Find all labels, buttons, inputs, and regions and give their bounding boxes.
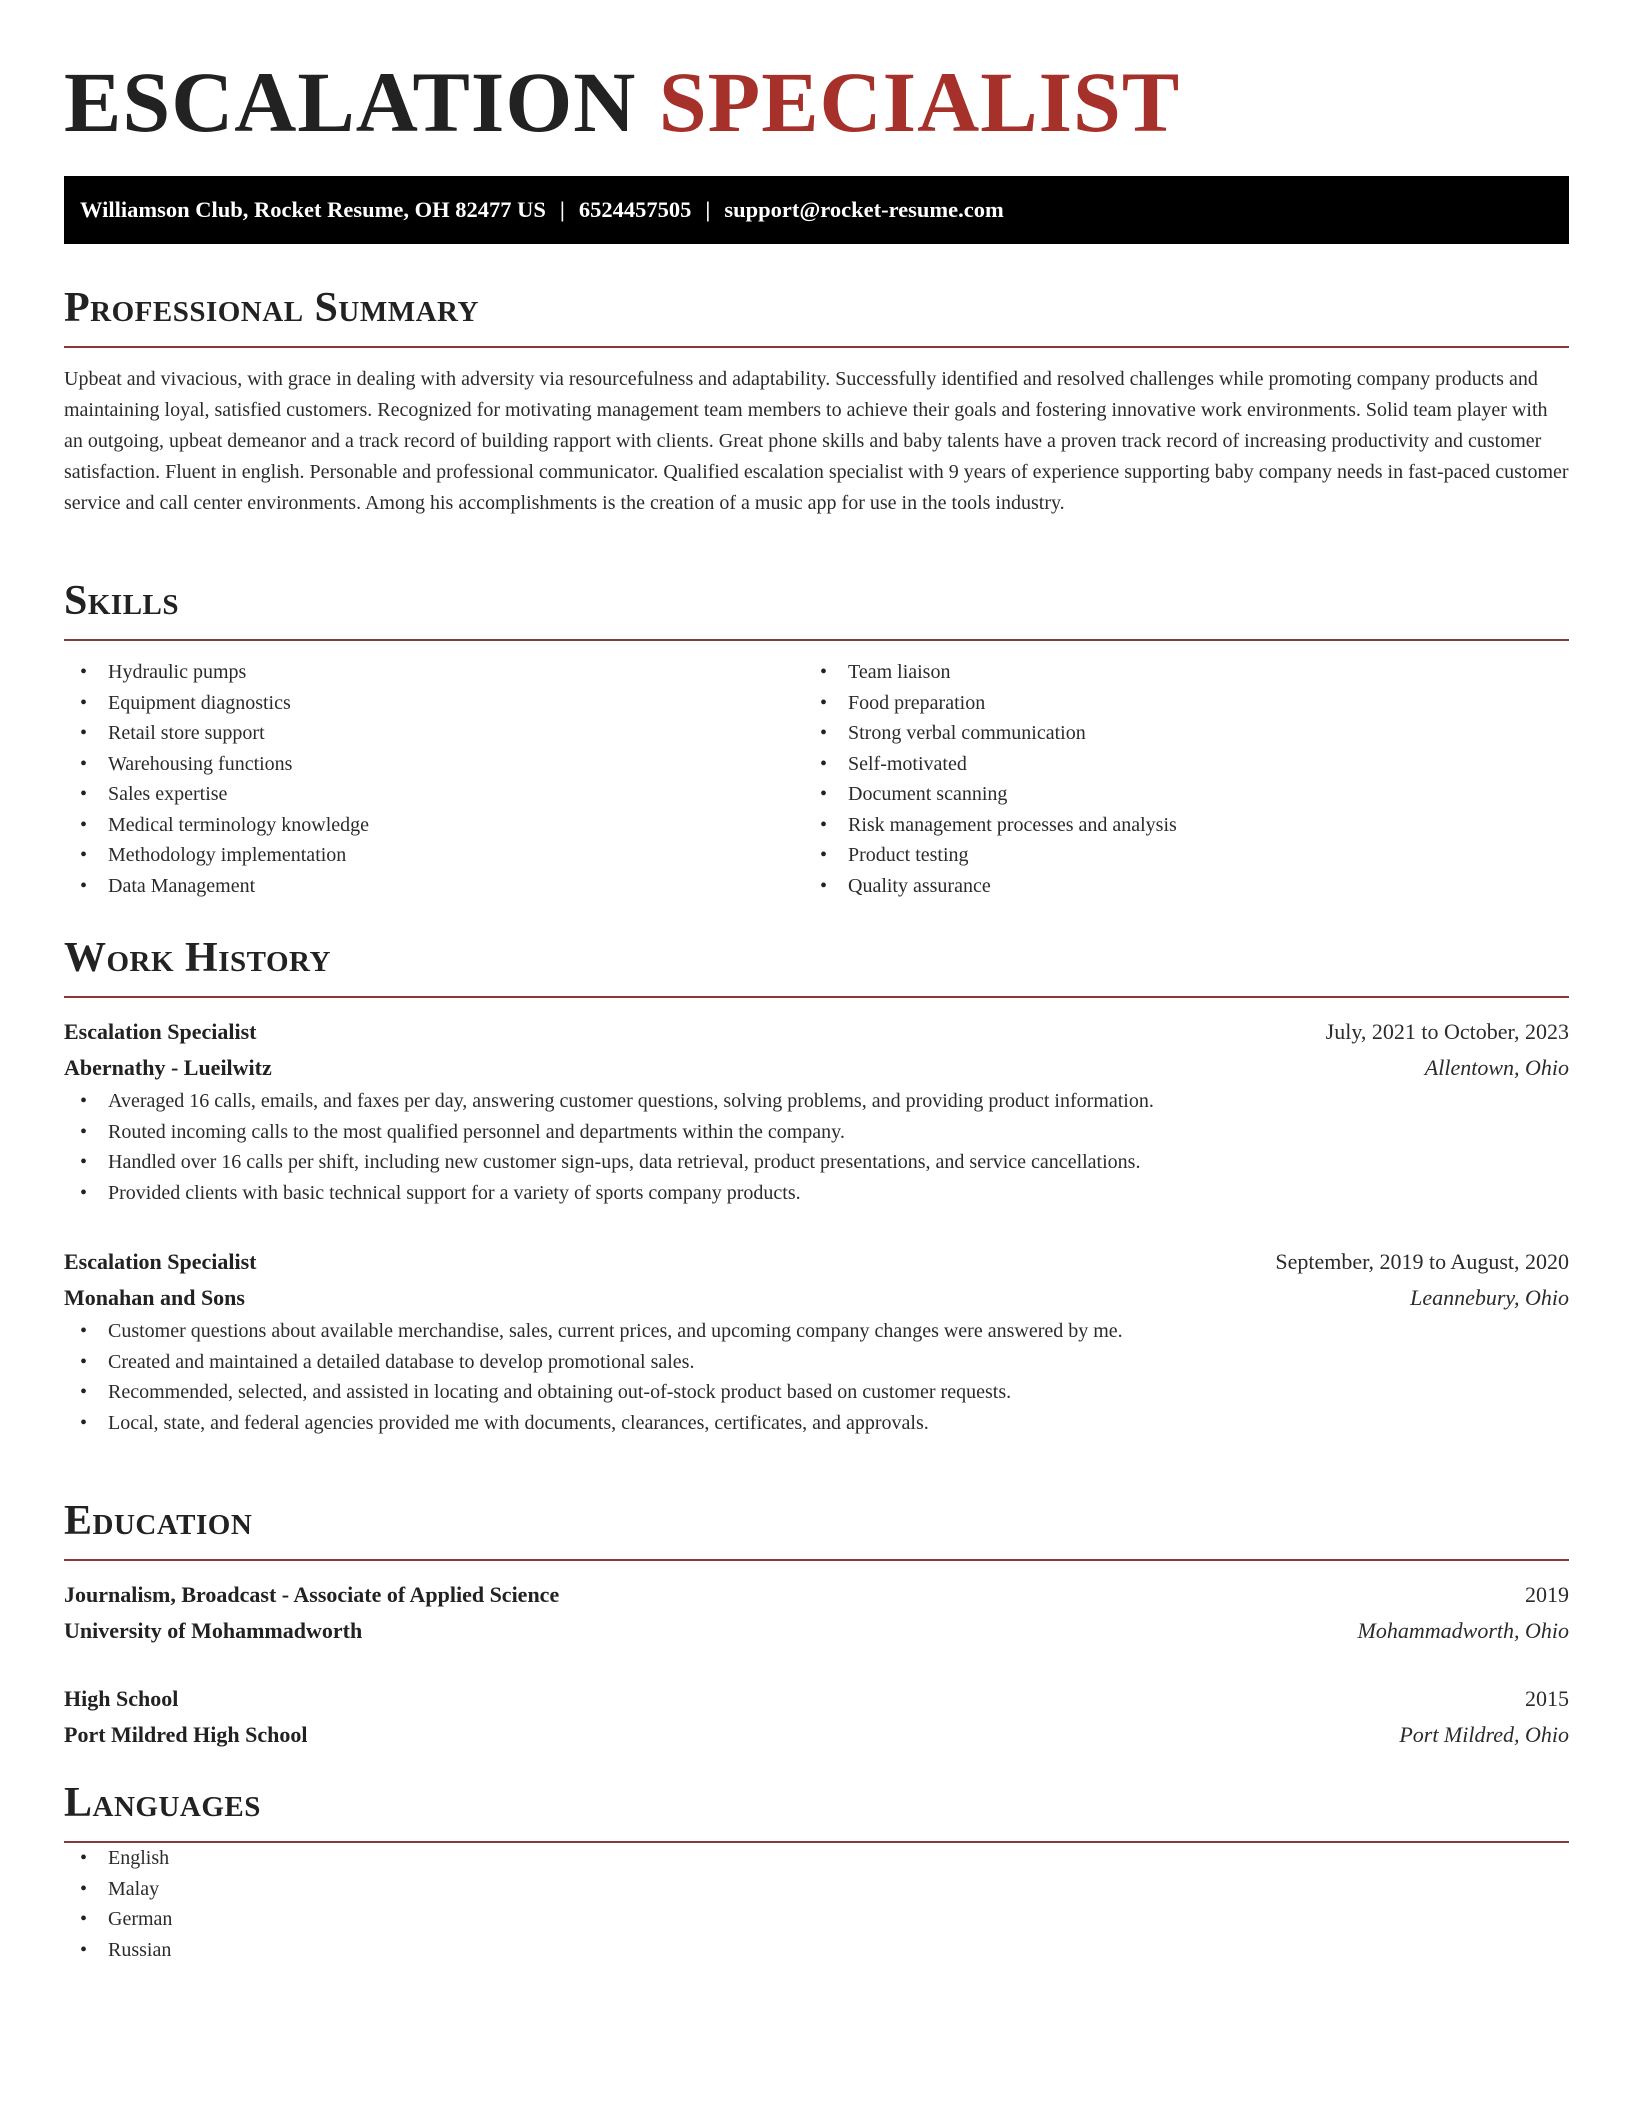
job-location: Leannebury, Ohio <box>1410 1285 1569 1310</box>
section-title-work: Work History <box>64 935 331 981</box>
skill-item: • Food preparation <box>804 688 1544 719</box>
language-item: • Malay <box>64 1874 1569 1905</box>
duty-item: • Customer questions about available merchandise, sales, current prices, and upcoming company changes were answered by me. <box>64 1316 1569 1347</box>
job-header-row <box>64 1014 1569 1050</box>
skill-item: • Data Management <box>64 871 804 902</box>
education-degree: Journalism, Broadcast - Associate of Applied Science <box>64 1582 560 1607</box>
section-divider <box>64 639 1569 641</box>
job-entry <box>64 1014 1569 1208</box>
duty-item: • Local, state, and federal agencies provided me with documents, clearances, certificates, and approvals. <box>64 1408 1569 1439</box>
skill-item: • Retail store support <box>64 718 804 749</box>
summary-text: Upbeat and vivacious, with grace in dealing with adversity via resourcefulness and adaptability. Successfully identified and resolved challenges while promoting company products and maintaining loyal, satisfied customers. Recognized for motivating management team members to achieve their goals and fostering innovative work environments. Solid team player with an outgoing, upbeat demeanor and a track record of building rapport with clients. Great phone skills and baby talents have a proven track record of increasing productivity and customer satisfaction. Fluent in english. Personable and professional communicator. Qualified escalation specialist with 9 years of experience supporting baby company needs in fast-paced customer service and call center environments. Among his accomplishments is the creation of a music app for use in the tools industry. <box>64 368 1569 514</box>
education-degree-row <box>64 1577 1569 1613</box>
skill-item: • Document scanning <box>804 779 1544 810</box>
job-dates: July, 2021 to October, 2023 <box>1325 1019 1569 1044</box>
duty-item: • Handled over 16 calls per shift, including new customer sign-ups, data retrieval, product presentations, and service cancellations. <box>64 1147 1569 1178</box>
job-dates: September, 2019 to August, 2020 <box>1275 1249 1569 1274</box>
education-location: Mohammadworth, Ohio <box>1357 1618 1569 1643</box>
contact-bar <box>64 176 1569 244</box>
education-location: Port Mildred, Ohio <box>1399 1722 1569 1747</box>
section-divider <box>64 996 1569 998</box>
language-item: • English <box>64 1843 1569 1874</box>
work-history-section <box>64 932 1569 1438</box>
job-duties <box>64 1316 1569 1438</box>
name-last: SPECIALIST <box>658 54 1181 150</box>
education-school: University of Mohammadworth <box>64 1618 363 1643</box>
skills-columns <box>64 657 1569 901</box>
section-divider <box>64 1559 1569 1561</box>
skills-list-left <box>64 657 804 901</box>
skill-item: • Hydraulic pumps <box>64 657 804 688</box>
job-title: Escalation Specialist <box>64 1249 257 1274</box>
education-entry <box>64 1577 1569 1649</box>
skill-item: • Product testing <box>804 840 1544 871</box>
education-year: 2015 <box>1525 1686 1569 1711</box>
name-first: ESCALATION <box>64 54 637 150</box>
education-year: 2019 <box>1525 1582 1569 1607</box>
language-item: • Russian <box>64 1935 1569 1966</box>
section-title-languages: Languages <box>64 1780 261 1826</box>
skills-list-right <box>804 657 1544 901</box>
skill-item: • Self-motivated <box>804 749 1544 780</box>
job-company-row <box>64 1050 1569 1086</box>
skill-item: • Team liaison <box>804 657 1544 688</box>
summary-section <box>64 282 1569 519</box>
section-title-education: Education <box>64 1498 253 1544</box>
skill-item: • Warehousing functions <box>64 749 804 780</box>
section-divider <box>64 346 1569 348</box>
duty-item: • Routed incoming calls to the most qualified personnel and departments within the company. <box>64 1117 1569 1148</box>
job-header-row <box>64 1244 1569 1280</box>
education-entry <box>64 1681 1569 1753</box>
job-company-row <box>64 1280 1569 1316</box>
contact-separator: | <box>705 197 711 222</box>
job-duties <box>64 1086 1569 1208</box>
duty-item: • Provided clients with basic technical support for a variety of sports company products. <box>64 1178 1569 1209</box>
education-section <box>64 1495 1569 1753</box>
job-company: Abernathy - Lueilwitz <box>64 1055 272 1080</box>
section-title-summary: Professional Summary <box>64 285 479 331</box>
skill-item: • Quality assurance <box>804 871 1544 902</box>
education-degree: High School <box>64 1686 179 1711</box>
skill-item: • Sales expertise <box>64 779 804 810</box>
section-title-skills: Skills <box>64 578 180 624</box>
skill-item: • Equipment diagnostics <box>64 688 804 719</box>
duty-item: • Created and maintained a detailed database to develop promotional sales. <box>64 1347 1569 1378</box>
languages-section <box>64 1777 1569 1965</box>
skills-section <box>64 575 1569 901</box>
contact-email: support@rocket-resume.com <box>724 197 1004 222</box>
contact-phone: 6524457505 <box>578 197 692 222</box>
skill-item: • Risk management processes and analysis <box>804 810 1544 841</box>
skill-item: • Methodology implementation <box>64 840 804 871</box>
job-company: Monahan and Sons <box>64 1285 245 1310</box>
job-location: Allentown, Ohio <box>1424 1055 1569 1080</box>
job-entry <box>64 1244 1569 1438</box>
skill-item: • Strong verbal communication <box>804 718 1544 749</box>
duty-item: • Recommended, selected, and assisted in locating and obtaining out-of-stock product based on customer requests. <box>64 1377 1569 1408</box>
candidate-name <box>64 52 1180 152</box>
education-school: Port Mildred High School <box>64 1722 308 1747</box>
education-school-row <box>64 1717 1569 1753</box>
contact-address: Williamson Club, Rocket Resume, OH 82477 US <box>80 197 546 222</box>
language-item: • German <box>64 1904 1569 1935</box>
education-school-row <box>64 1613 1569 1649</box>
job-title: Escalation Specialist <box>64 1019 257 1044</box>
education-degree-row <box>64 1681 1569 1717</box>
contact-separator: | <box>559 197 565 222</box>
duty-item: • Averaged 16 calls, emails, and faxes per day, answering customer questions, solving problems, and providing product information. <box>64 1086 1569 1117</box>
skill-item: • Medical terminology knowledge <box>64 810 804 841</box>
languages-list <box>64 1843 1569 1965</box>
